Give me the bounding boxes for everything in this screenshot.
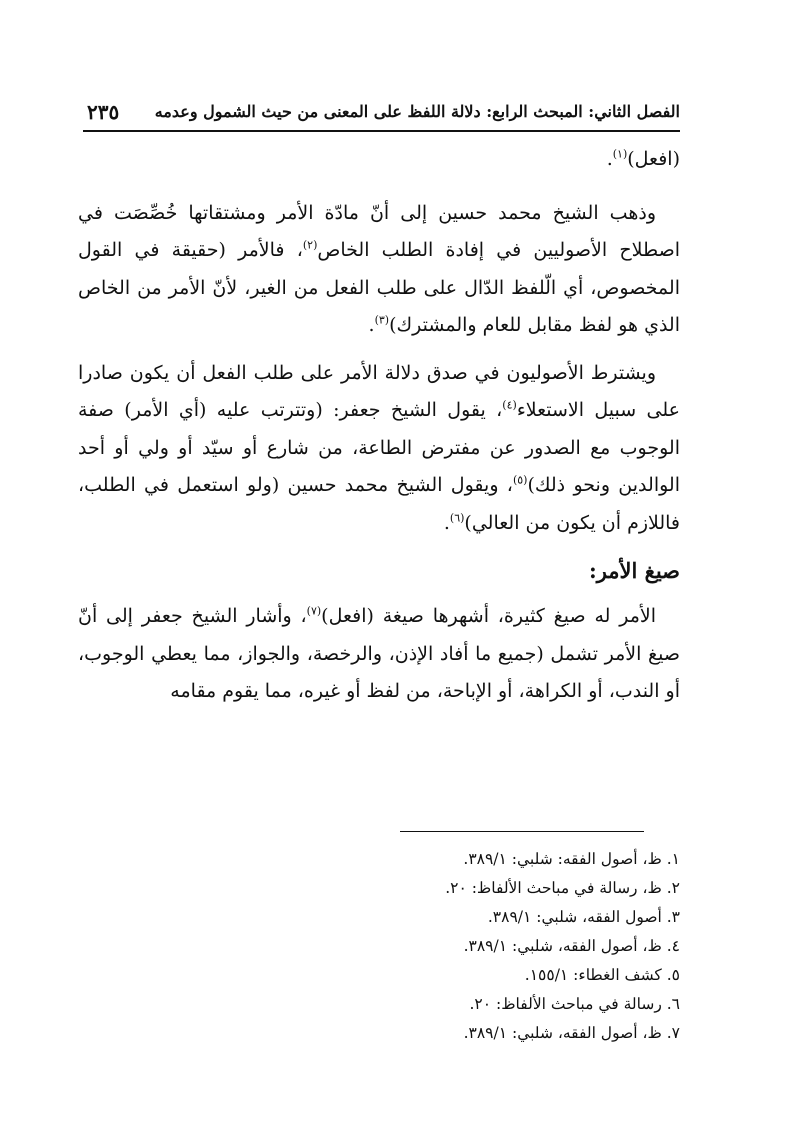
- section-heading: صيغ الأمر:: [588, 558, 680, 583]
- running-header: [83, 88, 680, 128]
- paragraph-text: وذهب الشيخ محمد حسين إلى أنّ مادّة الأمر ومشتقاتها خُصِّصَت في اصطلاح الأصوليين في إفادة الطلب الخاص: [78, 201, 680, 261]
- paragraph-4: [78, 598, 680, 711]
- footnote-ref-6[interactable]: (٦): [449, 511, 465, 525]
- footnote-4: ٤. ظ، أصول الفقه، شلبي: ٣٨٩/١.: [463, 937, 680, 955]
- footnote-ref-5[interactable]: (٥): [512, 473, 528, 487]
- footnote-ref-1[interactable]: (١): [612, 147, 628, 161]
- footnote-6: ٦. رسالة في مباحث الألفاظ: ٢٠.: [469, 995, 680, 1013]
- footnote-ref-3[interactable]: (٣): [374, 313, 390, 327]
- paragraph-2: [78, 195, 680, 345]
- footnote-ref-7[interactable]: (٧): [306, 604, 322, 618]
- paragraph-text: .: [606, 148, 613, 170]
- footnote-7: ٧. ظ، أصول الفقه، شلبي: ٣٨٩/١.: [463, 1024, 680, 1042]
- footnotes-list: [83, 845, 680, 1048]
- footnote-divider: [400, 831, 644, 832]
- main-text: [78, 141, 680, 721]
- page-number: ٢٣٥: [87, 100, 120, 124]
- footnote-5: ٥. كشف الغطاء: ١٥٥/١.: [524, 966, 680, 984]
- paragraph-text: .: [443, 511, 450, 534]
- chapter-title: الفصل الثاني: المبحث الرابع: دلالة اللفظ على المعنى من حيث الشمول وعدمه: [154, 102, 680, 121]
- header-divider: [83, 130, 680, 132]
- paragraph-text: ، يقول الشيخ جعفر: (وتترتب عليه (أي الأمر) صفة الوجوب مع الصدور عن مفترض الطاعة، من شارع أو سيّد أو ولي أو أحد الوالدين ونحو ذلك): [78, 399, 680, 496]
- paragraph-1: [78, 141, 680, 179]
- paragraph-text: الأمر له صيغ كثيرة، أشهرها صيغة (افعل): [321, 605, 656, 627]
- footnote-2: ٢. ظ، رسالة في مباحث الألفاظ: ٢٠.: [445, 879, 680, 897]
- paragraph-text: ، فالأمر (حقيقة في القول المخصوص، أي الّلفظ الدّال على طلب الفعل من الغير، لأنّ الأمر من الخاص الذي هو لفظ مقابل للعام والمشترك): [78, 239, 680, 336]
- paragraph-text: ، وأشار الشيخ جعفر إلى أنّ صيغ الأمر تشمل (جميع ما أفاد الإذن، والرخصة، والجواز، مما يعطي الوجوب، أو الندب، أو الكراهة، أو الإباحة، من لفظ أو غيره، مما يقوم مقامه: [78, 605, 680, 702]
- footnote-3: ٣. أصول الفقه، شلبي: ٣٨٩/١.: [487, 908, 680, 926]
- paragraph-text: ، ويقول الشيخ محمد حسين (ولو استعمل في الطلب، فاللازم أن يكون من العالي): [78, 474, 680, 534]
- paragraph-text: .: [368, 314, 375, 336]
- footnote-1: ١. ظ، أصول الفقه: شلبي: ٣٨٩/١.: [463, 850, 680, 868]
- paragraph-3: [78, 355, 680, 543]
- paragraph-text: (افعل): [627, 148, 680, 170]
- paragraph-text: ويشترط الأصوليون في صدق دلالة الأمر على طلب الفعل أن يكون صادرا على سبيل الاستعلاء: [78, 361, 680, 421]
- footnote-ref-4[interactable]: (٤): [502, 398, 517, 412]
- footnote-ref-2[interactable]: (٢): [302, 238, 318, 252]
